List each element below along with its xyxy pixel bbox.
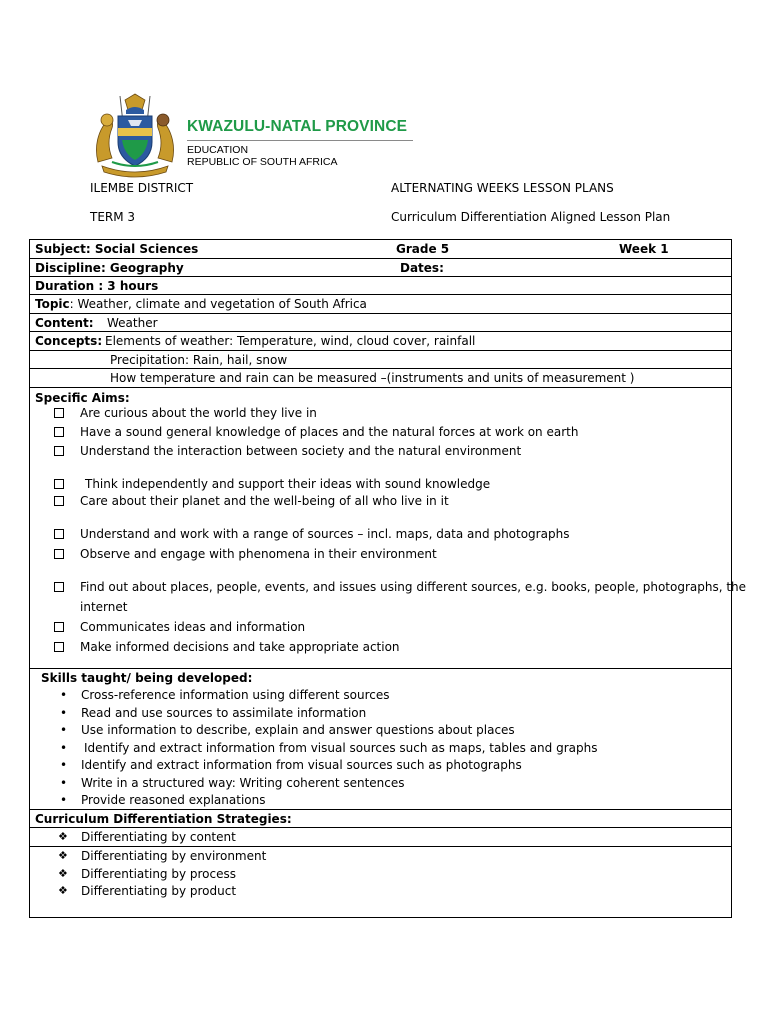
aim-item (30, 423, 731, 441)
aim-text: Find out about places, people, events, and issues using different sources, e.g. books, people, photographs, the (80, 580, 747, 594)
duration-row (30, 277, 731, 295)
content-value: Weather (107, 316, 158, 330)
cd-strategy: Differentiating by process (81, 866, 236, 881)
bullet-icon: • (60, 723, 68, 737)
diamond-bullet-icon: ❖ (58, 830, 68, 843)
subject-row (30, 240, 731, 259)
aim-item (30, 492, 731, 510)
cd-strategy-item (30, 865, 731, 883)
term: TERM 3 (90, 210, 136, 224)
grade: Grade 5 (396, 242, 450, 256)
bullet-icon: • (60, 688, 68, 702)
cd-strategy-item (30, 882, 731, 900)
cd-strategy: Differentiating by environment (81, 849, 267, 863)
checkbox-icon (54, 496, 64, 506)
plan-subtitle: Curriculum Differentiation Aligned Lesson Plan (391, 210, 671, 224)
aim-item (30, 578, 747, 596)
cd-rest-section (30, 847, 731, 917)
specific-aims-section (30, 388, 747, 669)
aim-item (30, 638, 731, 656)
concepts-value: Elements of weather: Temperature, wind, cloud cover, rainfall (105, 334, 476, 348)
cd-heading-row (30, 810, 731, 828)
district: ILEMBE DISTRICT (90, 181, 194, 195)
measurement: How temperature and rain can be measured –(instruments and units of measurement ) (110, 371, 635, 385)
aim-item (30, 442, 731, 460)
cd-heading: Curriculum Differentiation Strategies: (35, 812, 292, 826)
aim-text: Understand the interaction between society and the natural environment (80, 444, 522, 458)
cd-strategy: Differentiating by content (81, 830, 236, 844)
logo-province: KWAZULU-NATAL PROVINCE (187, 118, 408, 135)
logo-text (187, 118, 413, 168)
lesson-plan-table (29, 239, 747, 918)
skill-item (30, 704, 731, 722)
checkbox-icon (54, 582, 64, 592)
skill-item (30, 686, 731, 704)
skill-text: Read and use sources to assimilate information (81, 705, 367, 720)
content-row (30, 314, 731, 332)
aim-item (30, 525, 731, 543)
bullet-icon: • (60, 775, 68, 790)
checkbox-icon (54, 446, 64, 456)
aim-item (30, 545, 731, 563)
aim-item (30, 618, 731, 636)
topic-label: Topic (35, 297, 70, 311)
duration: Duration : 3 hours (35, 279, 159, 293)
aim-item (30, 404, 731, 422)
aim-text: Are curious about the world they live in (80, 406, 317, 420)
coat-of-arms-icon (92, 92, 178, 178)
aim-text: internet (80, 600, 128, 614)
topic-value: : Weather, climate and vegetation of South Africa (69, 297, 367, 311)
precipitation-row (30, 351, 731, 369)
skill-item (30, 791, 731, 809)
skills-section (30, 669, 731, 810)
aim-text: Communicates ideas and information (80, 620, 306, 634)
skill-text: Cross-reference information using different sources (81, 688, 390, 702)
skill-text: Identify and extract information from visual sources such as maps, tables and graphs (84, 740, 598, 755)
bullet-icon: • (60, 758, 68, 772)
aim-text: Think independently and support their ideas with sound knowledge (85, 477, 491, 491)
checkbox-icon (54, 479, 64, 489)
skill-item (30, 739, 731, 757)
logo-education: EDUCATION (187, 144, 249, 156)
skills-heading: Skills taught/ being developed: (41, 671, 253, 685)
diamond-bullet-icon: ❖ (58, 849, 68, 862)
topic-row (30, 295, 731, 314)
checkbox-icon (54, 549, 64, 559)
subject: Subject: Social Sciences (35, 242, 199, 256)
checkbox-icon (54, 642, 64, 652)
aim-text: Understand and work with a range of sources – incl. maps, data and photographs (80, 527, 570, 541)
discipline: Discipline: Geography (35, 261, 184, 275)
checkbox-icon (54, 427, 64, 437)
plan-type: ALTERNATING WEEKS LESSON PLANS (391, 181, 614, 195)
skill-text: Write in a structured way: Writing coherent sentences (81, 775, 405, 790)
content-label: Content: (35, 316, 94, 330)
logo-divider (187, 140, 413, 141)
diamond-bullet-icon: ❖ (58, 866, 68, 880)
concepts-row (30, 332, 731, 351)
diamond-bullet-icon: ❖ (58, 884, 68, 897)
discipline-row (30, 259, 731, 277)
concepts-label: Concepts: (35, 334, 103, 348)
skill-text: Identify and extract information from visual sources such as photographs (81, 758, 522, 772)
cd-first-row (30, 828, 731, 847)
skill-item (30, 721, 731, 739)
aim-text: Observe and engage with phenomena in their environment (80, 547, 437, 561)
checkbox-icon (54, 408, 64, 418)
skill-item (30, 774, 731, 792)
logo-republic: REPUBLIC OF SOUTH AFRICA (187, 156, 338, 168)
precipitation: Precipitation: Rain, hail, snow (110, 353, 288, 367)
kzn-education-logo (92, 92, 417, 178)
checkbox-icon (54, 529, 64, 539)
bullet-icon: • (60, 793, 68, 807)
aim-text: Make informed decisions and take appropriate action (80, 640, 400, 654)
dates: Dates: (400, 261, 444, 275)
aim-text: Care about their planet and the well-being of all who live in it (80, 494, 449, 508)
aim-item (30, 475, 731, 493)
skill-item (30, 756, 731, 774)
skill-text: Provide reasoned explanations (81, 793, 266, 807)
bullet-icon: • (60, 705, 68, 720)
cd-strategy-item (30, 847, 731, 865)
aim-item (30, 598, 731, 616)
week: Week 1 (619, 242, 669, 256)
cd-strategy: Differentiating by product (81, 884, 237, 898)
aims-heading: Specific Aims: (35, 391, 130, 405)
checkbox-icon (54, 622, 64, 632)
aim-text: Have a sound general knowledge of places and the natural forces at work on earth (80, 425, 579, 439)
skill-text: Use information to describe, explain and answer questions about places (81, 723, 515, 737)
measurement-row (30, 369, 731, 388)
bullet-icon: • (60, 740, 68, 755)
